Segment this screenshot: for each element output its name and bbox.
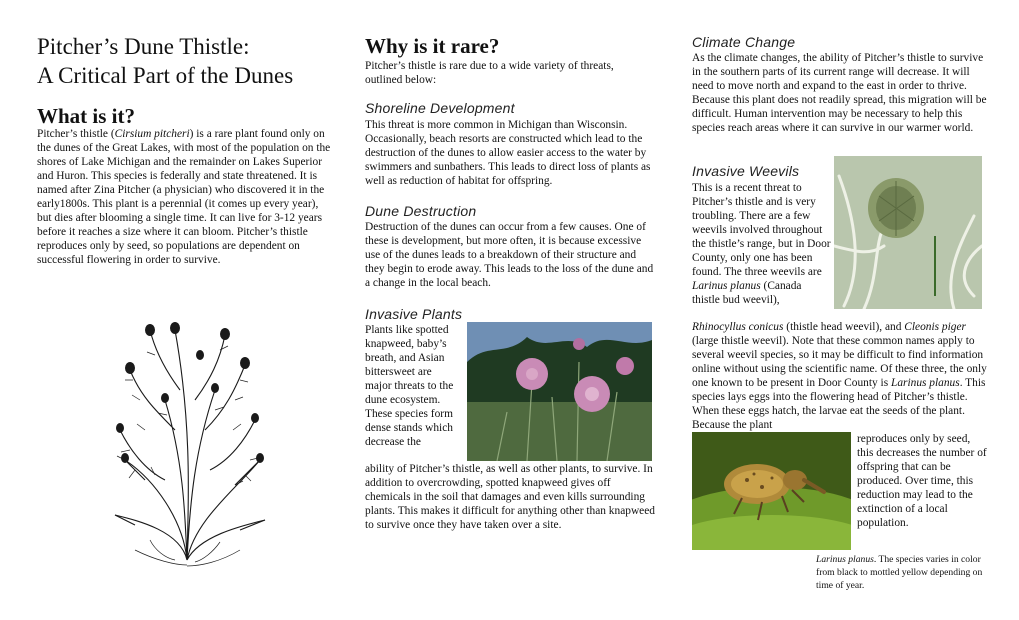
caption-species: Larinus planus bbox=[816, 554, 874, 565]
why-intro: Pitcher’s thistle is rare due to a wide variety of threats, outlined below: bbox=[365, 60, 614, 86]
invasive-weevils-heading: Invasive Weevils bbox=[692, 163, 800, 179]
shoreline-heading: Shoreline Development bbox=[365, 100, 515, 116]
dune-destruction-heading: Dune Destruction bbox=[365, 203, 477, 219]
title-line-2: A Critical Part of the Dunes bbox=[37, 63, 294, 88]
knapweed-photo bbox=[467, 322, 652, 461]
invasive-plants-heading: Invasive Plants bbox=[365, 306, 463, 322]
scientific-name: Cirsium pitcheri bbox=[114, 128, 190, 140]
what-paragraph bbox=[37, 127, 332, 267]
thistle-illustration bbox=[95, 310, 280, 575]
shoreline-paragraph: This threat is more common in Michigan than Wisconsin. Occasionally, beach resorts are constructed which lead to the destruction of the dunes to allow easier access to the water by swimmers and sunbathers. This leads to direct loss of plants as well as reduction of habitat for offspring. bbox=[365, 119, 651, 187]
weevils-text-1: This is a recent threat to Pitcher’s thistle and is very troubling. There are a few weevils involved throughout the thistle’s range, but in Door County, only one has been found. The three weevils are bbox=[692, 182, 831, 278]
title-line-1: Pitcher’s Dune Thistle: bbox=[37, 34, 250, 59]
thistle-head-photo bbox=[834, 156, 982, 309]
weevils-text-2: (large thistle weevil). Note that these common names apply to several weevil species, so it may be difficult to find information online without using the scientific name. Of these three, the only one known to be present in Door County is bbox=[692, 335, 987, 389]
weevil-photo bbox=[692, 432, 851, 550]
dune-destruction-paragraph: Destruction of the dunes can occur from a few causes. One of these is development, but more often, it is because excessive use of the dunes leads to a breakdown of their structure and they begin to erode away. This leads to the loss of the dune and a change in the local beach. bbox=[365, 221, 654, 289]
what-text-2: ) is a rare plant found only on the dunes of the Great Lakes, with most of the population on the shores of Lake Michigan and the remainder on Lakes Superior and Huron. This species is federally and state threatened. It is named after Zina Pitcher (a physician) who discovered it in the early1800s. This plant is a perennial (it comes up every year), but dies after blooming a single time. It can live for 3-12 years before it reaches a size where it can bloom. Pitcher’s thistle reproduces only by seed, so populations are dependent on successful flowering in order to survive. bbox=[37, 128, 331, 266]
invasive-plants-paragraph-a: Plants like spotted knapweed, baby’s breath, and Asian bittersweet are major threats to the dune ecosystem. These species form dense stands which decrease the bbox=[365, 324, 454, 448]
invasive-plants-paragraph-b: ability of Pitcher’s thistle, as well as other plants, to survive. In addition to overcrowding, spotted knapweed gives off chemicals in the soil that damages and even kills surrounding plants. This makes it difficult for anything other than knapweed to survive once they have taken over a site. bbox=[365, 463, 655, 531]
species-larinus: Larinus planus bbox=[692, 280, 761, 292]
weevils-paragraph-c: reproduces only by seed, this decreases the number of offspring that can be produced. Over time, this reduction may lead to the extinction of a local population. bbox=[857, 433, 987, 529]
weevil-caption bbox=[816, 553, 986, 592]
what-heading: What is it? bbox=[37, 104, 136, 128]
species-larinus-common: (Canada thistle bud weevil), bbox=[692, 280, 802, 306]
climate-change-heading: Climate Change bbox=[692, 34, 796, 50]
climate-change-paragraph: As the climate changes, the ability of Pitcher’s thistle to survive in the southern parts of its current range will decrease. It will need to move north and expand to the east in order to thrive. Because this plant does not readily spread, this migration will be difficult. Human intervention may be necessary to help this species reach areas where it can survive in our warmer world. bbox=[692, 52, 987, 134]
page-title bbox=[37, 32, 293, 90]
weevils-text-3: . This species lays eggs into the flowering head of Pitcher’s thistle. When these eggs hatch, the larvae eat the seeds of the plant. Because the plant bbox=[692, 377, 986, 431]
species-rhinocyllus-common: (thistle head weevil), and bbox=[783, 321, 905, 333]
species-larinus-again: Larinus planus bbox=[891, 377, 960, 389]
caption-text: . The species varies in color from black to mottled yellow depending on time of year. bbox=[816, 554, 983, 591]
weevils-paragraph-b bbox=[692, 320, 988, 432]
why-heading: Why is it rare? bbox=[365, 34, 500, 58]
species-cleonis: Cleonis piger bbox=[904, 321, 966, 333]
species-rhinocyllus: Rhinocyllus conicus bbox=[692, 321, 784, 333]
what-text-1: Pitcher’s thistle ( bbox=[37, 128, 115, 140]
weevils-paragraph-a bbox=[692, 181, 832, 307]
